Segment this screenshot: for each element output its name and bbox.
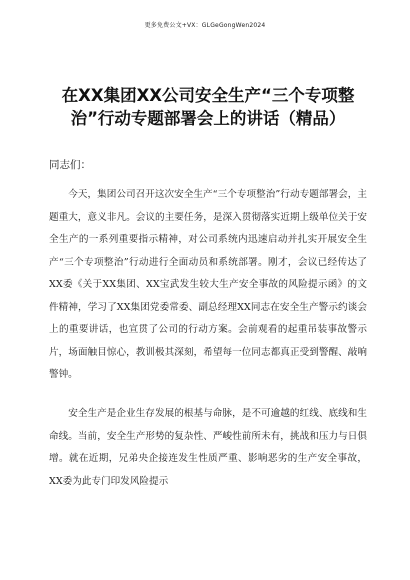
paragraph-1: 今天，集团公司召开这次安全生产“三个专项整治”行动专题部署会，主题重大，意义非凡。会议的主要任务，是深入贯彻落实近期上级单位关于安全生产的一系列重要指示精神，对公司系统内迅速启动并扎实开展安全生产“三个专项整治”行动进行全面动员和系统部署。刚才，会议已经传达了XX委《关于XX集团、XX宝武发生较大生产安全事故的风险提示函》的文件精神，学习了XX集团党委常委、副总经理XX同志在安全生产警示约谈会上的重要讲话，也宣贯了公司的行动方案。会前观看的起重吊装事故警示片，场面触目惊心，教训极其深刻，希望每一位同志都真正受到警醒、敲响警钟。	[49, 189, 367, 380]
document-title: 在XX集团XX公司安全生产“三个专项整治”行动专题部署会上的讲话（精品）	[61, 86, 355, 128]
header-note: 更多免费公文+VX：GLGeGongWen2024	[144, 22, 266, 29]
greeting: 同志们：	[49, 159, 91, 171]
paragraph-2: 安全生产是企业生存发展的根基与命脉，是不可逾越的红线、底线和生命线。当前，安全生产形势的复杂性、严峻性前所未有，挑战和压力与日俱增。就在近期，兄弟央企接连发生性质严重、影响恶劣的生产安全事故，XX委为此专门印发风险提示	[49, 408, 367, 487]
